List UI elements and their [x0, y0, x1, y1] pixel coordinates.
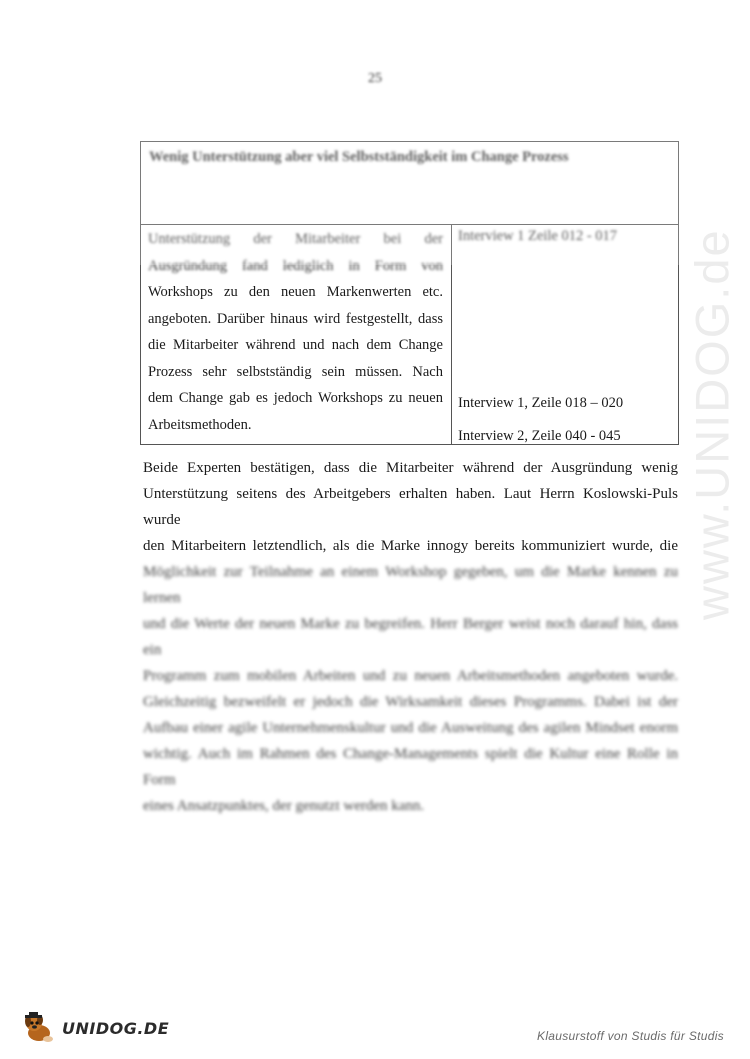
- unidog-logo: [22, 1010, 169, 1046]
- table-header-row: [141, 142, 679, 225]
- summary-line: die Mitarbeiter während und nach dem Change: [148, 337, 443, 353]
- logo-text: UNIDOG.DE: [62, 1018, 170, 1038]
- paragraph-line: Möglichkeit zur Teilnahme an einem Workshop gegeben, um die Marke kennen zu lernen: [143, 564, 678, 606]
- summary-line: dem Change gab es jedoch Workshops zu neuen: [148, 390, 443, 406]
- watermark-text: www.UNIDOG.de: [685, 228, 739, 620]
- summary-cell: [141, 225, 452, 445]
- summary-line: Ausgründung fand lediglich in Form von: [148, 257, 443, 274]
- table-row: [141, 225, 679, 445]
- summary-line: Unterstützung der Mitarbeiter bei der: [148, 231, 443, 247]
- summary-line: Arbeitsmethoden.: [148, 416, 252, 433]
- interview-reference: Interview 1, Zeile 018 – 020: [458, 395, 624, 411]
- paragraph-line: Aufbau einer agile Unternehmenskultur und die Ausweitung des agilen Mindset enorm: [143, 720, 678, 736]
- category-table: [140, 141, 679, 445]
- summary-line: Prozess sehr selbstständig sein müssen. Nach: [148, 363, 443, 380]
- table-header-cell: [141, 142, 679, 225]
- interview-reference: Interview 2, Zeile 040 - 045: [458, 428, 621, 444]
- interview-reference: Interview 1 Zeile 012 - 017: [458, 228, 618, 244]
- paragraph-line: wichtig. Auch im Rahmen des Change-Managements spielt die Kultur eine Rolle in Form: [143, 746, 678, 788]
- reference-cell: [452, 225, 679, 445]
- body-paragraph: [143, 455, 678, 819]
- paragraph-line: Beide Experten bestätigen, dass die Mitarbeiter während der Ausgründung wenig: [143, 460, 678, 476]
- paragraph-line: Gleichzeitig bezweifelt er jedoch die Wirksamkeit dieses Programms. Dabei ist der: [143, 694, 678, 710]
- summary-line: angeboten. Darüber hinaus wird festgestellt, dass: [148, 310, 443, 327]
- paragraph-line: Programm zum mobilen Arbeiten und zu neuen Arbeitsmethoden angeboten wurde.: [143, 668, 678, 684]
- dog-mascot-icon: [22, 1012, 58, 1044]
- paragraph-line: eines Ansatzpunktes, der genutzt werden kann.: [143, 798, 425, 814]
- footer-slogan: Klausurstoff von Studis für Studis: [537, 1029, 724, 1043]
- table-header-text: Wenig Unterstützung aber viel Selbstständigkeit im Change Prozess: [149, 149, 569, 165]
- page-number: 25: [368, 71, 382, 86]
- summary-line: Workshops zu den neuen Markenwerten etc.: [148, 284, 443, 300]
- paragraph-line: den Mitarbeitern letztendlich, als die Marke innogy bereits kommuniziert wurde, die: [143, 538, 678, 554]
- paragraph-line: und die Werte der neuen Marke zu begreifen. Herr Berger weist noch darauf hin, dass ein: [143, 616, 678, 658]
- paragraph-line: Unterstützung seitens des Arbeitgebers erhalten haben. Laut Herrn Koslowski-Puls wurde: [143, 486, 678, 528]
